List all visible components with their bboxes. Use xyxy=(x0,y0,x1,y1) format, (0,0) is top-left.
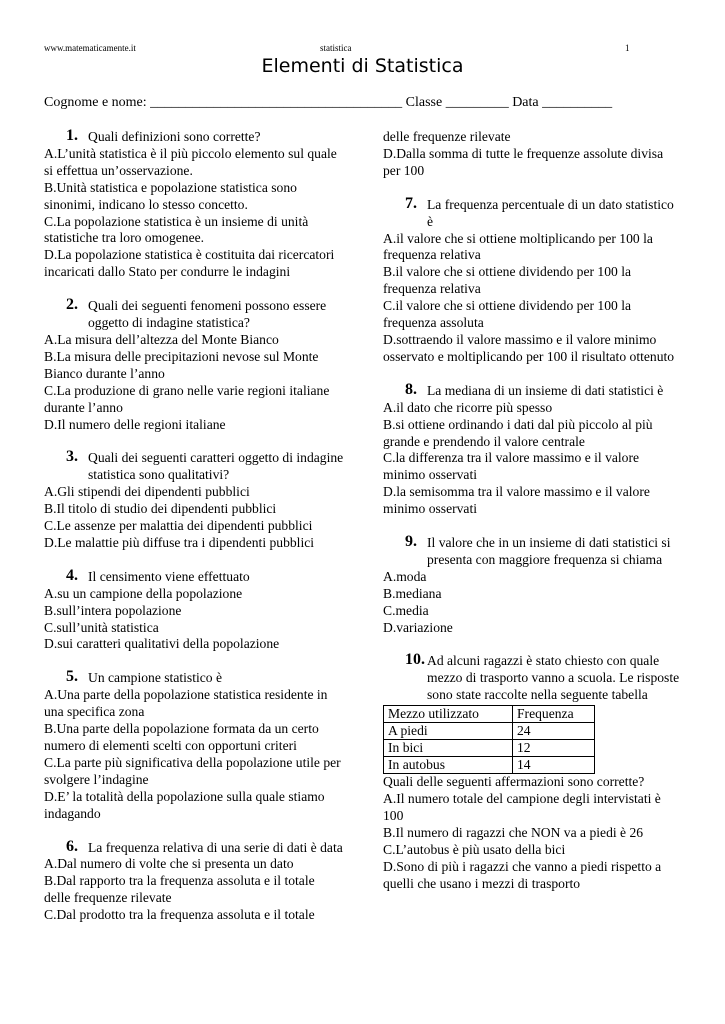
table-header-row xyxy=(384,706,595,723)
question-number: 7. xyxy=(405,194,417,212)
question-number: 5. xyxy=(66,668,78,686)
option: A.La misura dell’altezza del Monte Bianco xyxy=(44,331,279,347)
option: B.Dal rapporto tra la frequenza assoluta e il totale delle frequenze rilevate xyxy=(44,873,315,906)
option: C.Dal prodotto tra la frequenza assoluta e il totale xyxy=(44,907,315,923)
question-9 xyxy=(383,535,681,636)
option: C.La produzione di grano nelle varie regioni italiane durante l’anno xyxy=(44,382,330,415)
header-topic: statistica xyxy=(320,43,352,53)
question-number: 3. xyxy=(66,448,78,466)
option: B.mediana xyxy=(383,585,442,601)
option: B.Il numero di ragazzi che NON va a piedi è 26 xyxy=(383,824,644,840)
student-id-line: Cognome e nome: ____________________________________ Classe _________ Data __________ xyxy=(44,95,613,110)
option: D.sottraendo il valore massimo e il valore minimo osservato e moltiplicando per 100 il risultato ottenuto xyxy=(383,331,675,364)
option: C.La popolazione statistica è un insieme di unità statistiche tra loro omogenee. xyxy=(44,213,309,246)
question-6-continuation xyxy=(383,129,681,180)
question-8 xyxy=(383,380,681,518)
option: B.Unità statistica e popolazione statistica sono sinonimi, indicano lo stesso concetto. xyxy=(44,179,297,212)
question-7 xyxy=(383,194,681,366)
option: B.Il titolo di studio dei dipendenti pubblici xyxy=(44,501,277,517)
option: C.media xyxy=(383,602,429,618)
question-text: La frequenza percentuale di un dato statistico è xyxy=(427,196,674,229)
question-2 xyxy=(44,298,344,433)
option: D.la semisomma tra il valore massimo e il valore minimo osservati xyxy=(383,484,650,517)
question-text: Il censimento viene effettuato xyxy=(88,568,250,584)
option: D.Dalla somma di tutte le frequenze assolute divisa per 100 xyxy=(383,145,664,178)
header-page-number: 1 xyxy=(625,43,630,53)
table-header-cell: Mezzo utilizzato xyxy=(384,706,513,723)
option: A.moda xyxy=(383,568,427,584)
question-text: Ad alcuni ragazzi è stato chiesto con quale mezzo di trasporto vanno a scuola. Le risposte sono state raccolte nella seguente tabella xyxy=(427,653,680,703)
question-text: La mediana di un insieme di dati statistici è xyxy=(427,382,664,398)
option: A.Gli stipendi dei dipendenti pubblici xyxy=(44,484,250,500)
question-3 xyxy=(44,450,344,551)
option: D.E’ la totalità della popolazione sulla quale stiamo indagando xyxy=(44,788,325,821)
table-cell: 12 xyxy=(513,740,595,757)
sub-question: Quali delle seguenti affermazioni sono corrette? xyxy=(383,774,645,790)
table-cell: In bici xyxy=(384,740,513,757)
question-5 xyxy=(44,670,344,822)
page-title: Elementi di Statistica xyxy=(261,55,464,77)
option: A.il dato che ricorre più spesso xyxy=(383,399,553,415)
table-cell: In autobus xyxy=(384,757,513,774)
question-text: Quali dei seguenti fenomeni possono essere oggetto di indagine statistica? xyxy=(88,298,327,331)
option: B.si ottiene ordinando i dati dal più piccolo al più grande e prendendo il valore centrale xyxy=(383,416,653,449)
option: B.La misura delle precipitazioni nevose sul Monte Bianco durante l’anno xyxy=(44,348,319,381)
left-column xyxy=(44,129,344,924)
question-1 xyxy=(44,129,344,281)
option: A.su un campione della popolazione xyxy=(44,585,243,601)
question-text: Quali dei seguenti caratteri oggetto di indagine statistica sono qualitativi? xyxy=(88,450,344,483)
table-row xyxy=(384,723,595,740)
option: A.il valore che si ottiene moltiplicando per 100 la frequenza relativa xyxy=(383,230,653,263)
question-number: 10. xyxy=(405,651,425,669)
option: D.La popolazione statistica è costituita dai ricercatori incaricati dallo Stato per condurre le indagini xyxy=(44,247,335,280)
question-number: 8. xyxy=(405,380,417,398)
option: C.Le assenze per malattia dei dipendenti pubblici xyxy=(44,518,313,534)
table-row xyxy=(384,757,595,774)
option: C.L’autobus è più usato della bici xyxy=(383,841,566,857)
option: C.la differenza tra il valore massimo e il valore minimo osservati xyxy=(383,450,640,483)
option: D.Le malattie più diffuse tra i dipendenti pubblici xyxy=(44,534,315,550)
option: B.Una parte della popolazione formata da un certo numero di elementi scelti con opportuni criteri xyxy=(44,721,319,753)
option: D.variazione xyxy=(383,619,453,635)
option: B.il valore che si ottiene dividendo per 100 la frequenza relativa xyxy=(383,264,632,297)
question-number: 9. xyxy=(405,533,417,551)
question-text: La frequenza relativa di una serie di dati è data xyxy=(88,839,343,855)
right-column xyxy=(383,129,681,893)
option: A.L’unità statistica è il più piccolo elemento sul quale si effettua un’osservazione. xyxy=(44,145,337,178)
option: A.Dal numero di volte che si presenta un dato xyxy=(44,856,294,872)
option: B.sull’intera popolazione xyxy=(44,602,182,618)
question-number: 6. xyxy=(66,837,78,855)
option: D.Il numero delle regioni italiane xyxy=(44,416,226,432)
table-cell: 14 xyxy=(513,757,595,774)
question-6 xyxy=(44,837,344,925)
table-cell: 24 xyxy=(513,723,595,740)
question-text: Un campione statistico è xyxy=(88,670,223,686)
question-number: 4. xyxy=(66,566,78,584)
question-text: Il valore che in un insieme di dati statistici si presenta con maggiore frequenza si chiama xyxy=(427,535,671,567)
question-10 xyxy=(383,653,681,892)
continuation-line: delle frequenze rilevate xyxy=(383,129,511,144)
question-text: Quali definizioni sono corrette? xyxy=(88,129,261,144)
option: C.La parte più significativa della popolazione utile per svolgere l’indagine xyxy=(44,754,341,787)
table-cell: A piedi xyxy=(384,723,513,740)
option: D.Sono di più i ragazzi che vanno a piedi rispetto a quelli che usano i mezzi di trasporto xyxy=(383,858,662,891)
question-number: 1. xyxy=(66,127,78,144)
table-row xyxy=(384,740,595,757)
option: A.Una parte della popolazione statistica residente in una specifica zona xyxy=(44,687,328,720)
header-site: www.matematicamente.it xyxy=(44,43,136,53)
option: C.sull’unità statistica xyxy=(44,619,159,635)
question-number: 2. xyxy=(66,296,78,314)
transport-table xyxy=(383,705,595,774)
table-header-cell: Frequenza xyxy=(513,706,595,723)
option: A.Il numero totale del campione degli intervistati è 100 xyxy=(383,791,661,823)
option: C.il valore che si ottiene dividendo per 100 la frequenza assoluta xyxy=(383,298,632,331)
option: D.sui caratteri qualitativi della popolazione xyxy=(44,636,280,652)
question-4 xyxy=(44,566,344,654)
